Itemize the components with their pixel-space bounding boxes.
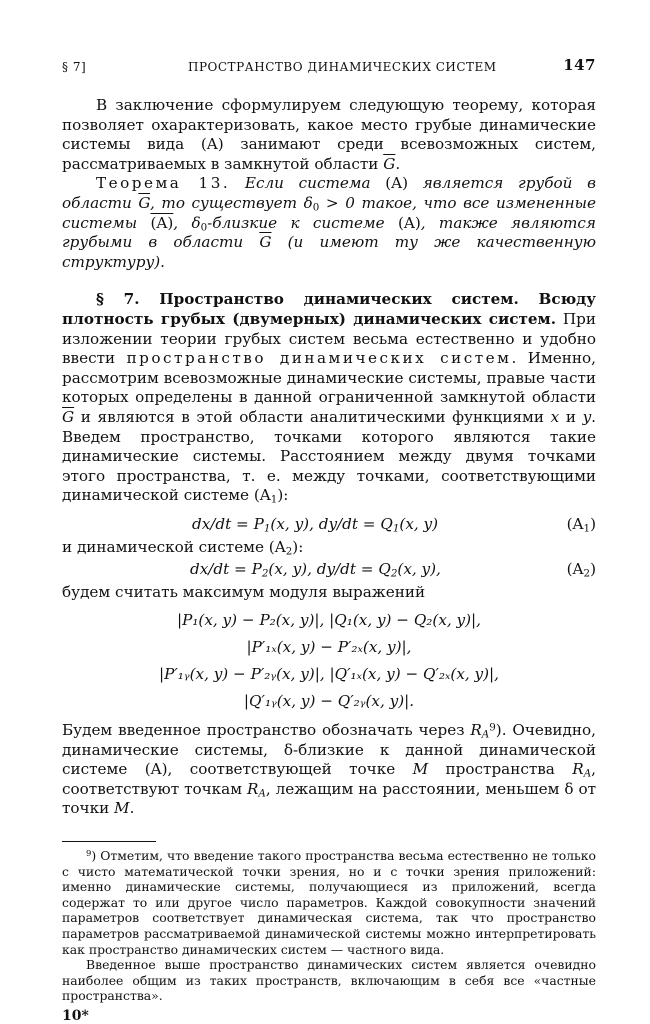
formula-number-a2: $(A_2)$ — [566, 560, 596, 581]
page — [62, 56, 596, 1024]
expression-line-1: |P₁(x, y) − P₂(x, y)|, |Q₁(x, y) − Q₂(x, y)|, — [176, 611, 481, 630]
max-line: будем считать максимум модуля выражений — [62, 583, 426, 602]
footnote-paragraph-2: Введенное выше пространство динамических систем является очевидно наиболее общим из таких пространств, включающим в себя все «частные пространства». — [62, 957, 596, 1004]
header-title: ПРОСТРАНСТВО ДИНАМИЧЕСКИХ СИСТЕМ — [188, 60, 497, 74]
signature-mark: 10* — [62, 1007, 89, 1024]
after-paragraph: Будем введенное пространство обозначать через $R_A^9$). Очевидно, динамические системы, δ-близкие к данной динамической системе (A), соответствующей точке M пространства $R_A$, соответствуют точкам $R_A$, лежащим на расстоянии, меньшем δ от точки M. — [62, 721, 596, 818]
expressions-block — [62, 607, 596, 715]
formula-a1: $dx/dt = P_1(x$, y), $dy/dt = Q_1(x$, y) $(A_1)$ — [192, 514, 596, 535]
expression-line-2: |P′₁ₓ(x, y) − P′₂ₓ(x, y)|, — [246, 638, 412, 657]
intro-paragraph: В заключение сформулируем следующую теорему, которая позволяет охарактеризовать, какое место грубые динамические системы вида (A) занимают среди всевозможных систем, рассматриваемых в замкнутой области $\overline{G}$. — [62, 96, 596, 173]
formula-a2: $dx/dt = P_2(x$, y), $dy/dt = Q_2(x$, y), $(A_2)$ — [190, 560, 596, 581]
footnote-paragraph-1: $^9$) Отметим, что введение такого пространства весьма естественно не только с чисто математической точки зрения, но и с точки зрения приложений: именно динамические системы, получающиеся из приложений, всегда содержат то или другое число параметров. Каждой совокупности значений параметров соответствует динамическая система, так что пространство параметров рассматриваемой динамической системы можно интерпретировать как пространство динамических систем — частного вида. — [62, 848, 596, 957]
between-line: и динамической системе $(A_2)$: — [62, 537, 304, 558]
theorem-13: Теорема 13. Если система (A) является грубой в области $\overline{G}$, то существует $\delta_0 > 0$ такое, что все измененные системы (A), $\delta_0$-близкие к системе (A), также являются грубыми в области $\overline{G}$ (и имеют ту же качественную структуру). — [62, 174, 597, 271]
formula-number-a1: $(A_1)$ — [566, 514, 596, 535]
theorem-label: Теорема 13. — [96, 174, 231, 193]
expression-line-4: |Q′₁ᵧ(x, y) − Q′₂ᵧ(x, y)|. — [243, 692, 415, 711]
footnote-reference: 9 — [489, 721, 496, 734]
header-section: § 7] — [62, 60, 87, 74]
section-heading: § 7. Пространство динамических систем. Всюду плотность грубых (двумерных) динамических систем. — [62, 290, 596, 328]
page-number: 147 — [563, 56, 596, 74]
footnote — [62, 848, 596, 1004]
running-header — [62, 56, 596, 80]
section-7-paragraph: § 7. Пространство динамических систем. Всюду плотность грубых (двумерных) динамических систем. При изложении теории грубых систем весьма естественно и удобно ввести пространство динамических систем. Именно, рассмотрим всевозможные динамические системы, правые части которых определены в данной ограниченной замкнутой области $\overline{G}$ и являются в этой области аналитическими функциями x и y. Введем пространство, точками которого являются такие динамические системы. Расстоянием между двумя точками этого пространства, т. е. между точками, соответствующими динамической системе $(A_1)$: — [62, 290, 596, 506]
expression-line-3: |P′₁ᵧ(x, y) − P′₂ᵧ(x, y)|, |Q′₁ₓ(x, y) − Q′₂ₓ(x, y)|, — [158, 665, 500, 684]
footnote-divider — [62, 841, 156, 842]
